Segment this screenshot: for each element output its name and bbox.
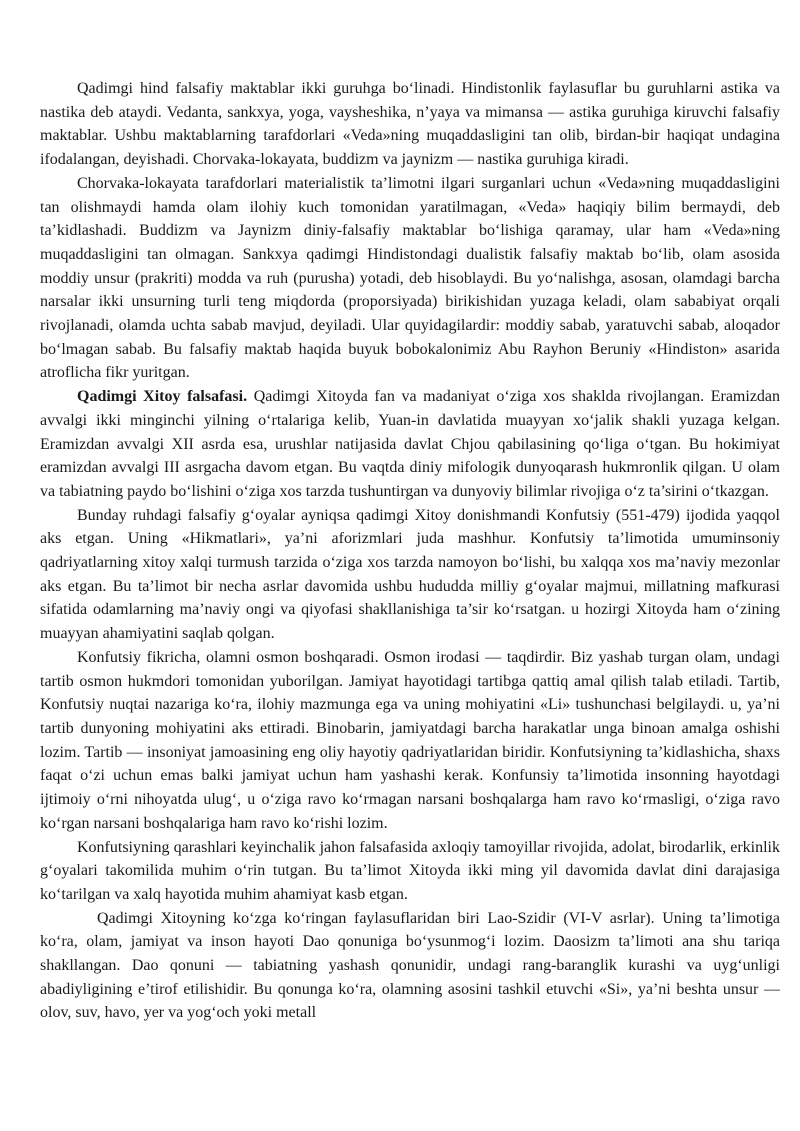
paragraph-confucius-legacy [40, 836, 780, 907]
section-heading: Qadimgi Xitoy falsafasi. [77, 388, 248, 406]
paragraph-text: Qadimgi Xitoyning ko‘zga ko‘ringan faylasuflaridan biri Lao-Szidir (VI-V asrlar). Uning ta’limotiga ko‘ra, olam, jamiyat va inson hayoti Dao qonuniga bo‘ysunmog‘i lozim. Daosizm ta’limoti ana shu tariqa shakllangan. Dao qonuni — tabiatning yashash qonunidir, undagi rang-baranglik kurashi va uyg‘unligi abadiyligining e’tirof etilishidir. Bu qonunga ko‘ra, olamning asosini tashkil etuvchi «Si», ya’ni beshta unsur — olov, suv, havo, yer va yog‘och yoki metall [40, 909, 780, 1022]
paragraph-text: Konfutsiyning qarashlari keyinchalik jahon falsafasida axloqiy tamoyillar rivojida, adolat, birodarlik, erkinlik g‘oyalari takomilida muhim o‘rin tutgan. Bu ta’limot Xitoyda ikki ming yil davomida davlat dini darajasiga ko‘tarilgan va xalq hayotida muhim ahamiyat kasb etgan. [40, 838, 780, 903]
paragraph-text: Konfutsiy fikricha, olamni osmon boshqaradi. Osmon irodasi — taqdirdir. Biz yashab turgan olam, undagi tartib osmon hukmdori tomonidan yuborilgan. Jamiyat hayotidagi tartibga qattiq amal qilish talab etiladi. Tartib, Konfutsiy nuqtai nazariga ko‘ra, ilohiy mazmunga ega va uning mohiyatini «Li» tushunchasi belgilaydi. u, ya’ni tartib dunyoning mohiyatini aks ettiradi. Binobarin, jamiyatdagi barcha harakatlar unga binoan amalga oshishi lozim. Tartib — insoniyat jamoasining eng oliy hayotiy qadriyatlaridan biridir. Konfutsiyning ta’kidlashicha, shaxs faqat o‘zi uchun emas balki jamiyat uchun ham yashashi kerak. Konfunsiy ta’limotida insonning hayotdagi ijtimoiy o‘rni nihoyatda ulug‘, u o‘ziga ravo ko‘rmagan narsani boshqalarga ham ravo ko‘rmasligi, o‘ziga ravo ko‘rgan narsani boshqalariga ham ravo ko‘rishi lozim. [40, 648, 780, 832]
paragraph-text: Qadimgi Xitoyda fan va madaniyat o‘ziga xos shaklda rivojlangan. Eramizdan avvalgi ikki minginchi yilning o‘rtalariga kelib, Yuan-in davlatida muayyan xo‘jalik shakli yuzaga kelgan. Eramizdan avvalgi XII asrda esa, urushlar natijasida davlat Chjou qabilasining qo‘liga o‘tgan. Bu hokimiyat eramizdan avvalgi III asrgacha davom etgan. Bu vaqtda diniy mifologik dunyoqarash hukmronlik qilgan. U olam va tabiatning paydo bo‘lishini o‘ziga xos tarzda tushuntirgan va dunyoviy bilimlar rivojiga o‘z ta’sirini o‘tkazgan. [40, 388, 781, 500]
paragraph-text: Bunday ruhdagi falsafiy g‘oyalar ayniqsa qadimgi Xitoy donishmandi Konfutsiy (551-479) ijodida yaqqol aks etgan. Uning «Hikmatlari», ya’ni aforizmlari juda mashhur. Konfutsiy ta’limotida umuminsoniy qadriyatlarning xitoy xalqi turmush tarzida o‘ziga xos tarzda namoyon bo‘lishi, bu xalqqa xos ma’naviy mezonlar aks etgan. Bu ta’limot bir necha asrlar davomida ushbu hududda milliy g‘oyalar majmui, millatning mafkurasi sifatida odamlarning ma’naviy ongi va qiyofasi shakllanishiga ta’sir ko‘rsatgan. u hozirgi Xitoyda ham o‘zining muayyan ahamiyatini saqlab qolgan. [40, 506, 780, 643]
paragraph-chinese-philosophy [40, 385, 780, 504]
paragraph-chorvaka-lokayata [40, 172, 780, 385]
paragraph-confucius-ideas [40, 504, 780, 646]
paragraph-indian-schools [40, 77, 780, 172]
paragraph-lao-tzu [40, 907, 780, 1026]
paragraph-text: Chorvaka-lokayata tarafdorlari materialistik ta’limotni ilgari surganlari uchun «Veda»ning muqaddasligini tan olishmaydi hamda olam ilohiy kuch tomonidan yaratilmagan, «Veda» haqiqiy bilim bermaydi, deb ta’kidlashadi. Buddizm va Jaynizm diniy-falsafiy maktablar bo‘lishiga qaramay, ular ham «Veda»ning muqaddasligini tan olmagan. Sankxya qadimgi Hindistondagi dualistik falsafiy maktab bo‘lib, olam asosida moddiy unsur (prakriti) modda va ruh (purusha) yotadi, deb hisoblaydi. Bu yo‘nalishga, asosan, olamdagi barcha narsalar ikki unsurning turli teng miqdorda (proporsiyada) birikishidan yuzaga keladi, olam sababiyat orqali rivojlanadi, olamda uchta sabab mavjud, deyiladi. Ular quyidagilardir: moddiy sabab, yaratuvchi sabab, aloqador bo‘lmagan sabab. Bu falsafiy maktab haqida buyuk bobokalonimiz Abu Rayhon Beruniy «Hindiston» asarida atroflicha fikr yuritgan. [40, 174, 780, 382]
paragraph-text: Qadimgi hind falsafiy maktablar ikki guruhga bo‘linadi. Hindistonlik faylasuflar bu guruhlarni astika va nastika deb ataydi. Vedanta, sankxya, yoga, vaysheshika, n’yaya va mimansa — astika guruhiga kiruvchi falsafiy maktablar. Ushbu maktablarning tarafdorlari «Veda»ning muqaddasligini tan olib, birdan-bir haqiqat undagina ifodalangan, deyishadi. Chorvaka-lokayata, buddizm va jaynizm — nastika guruhiga kiradi. [40, 80, 780, 169]
paragraph-confucius-order [40, 646, 780, 836]
